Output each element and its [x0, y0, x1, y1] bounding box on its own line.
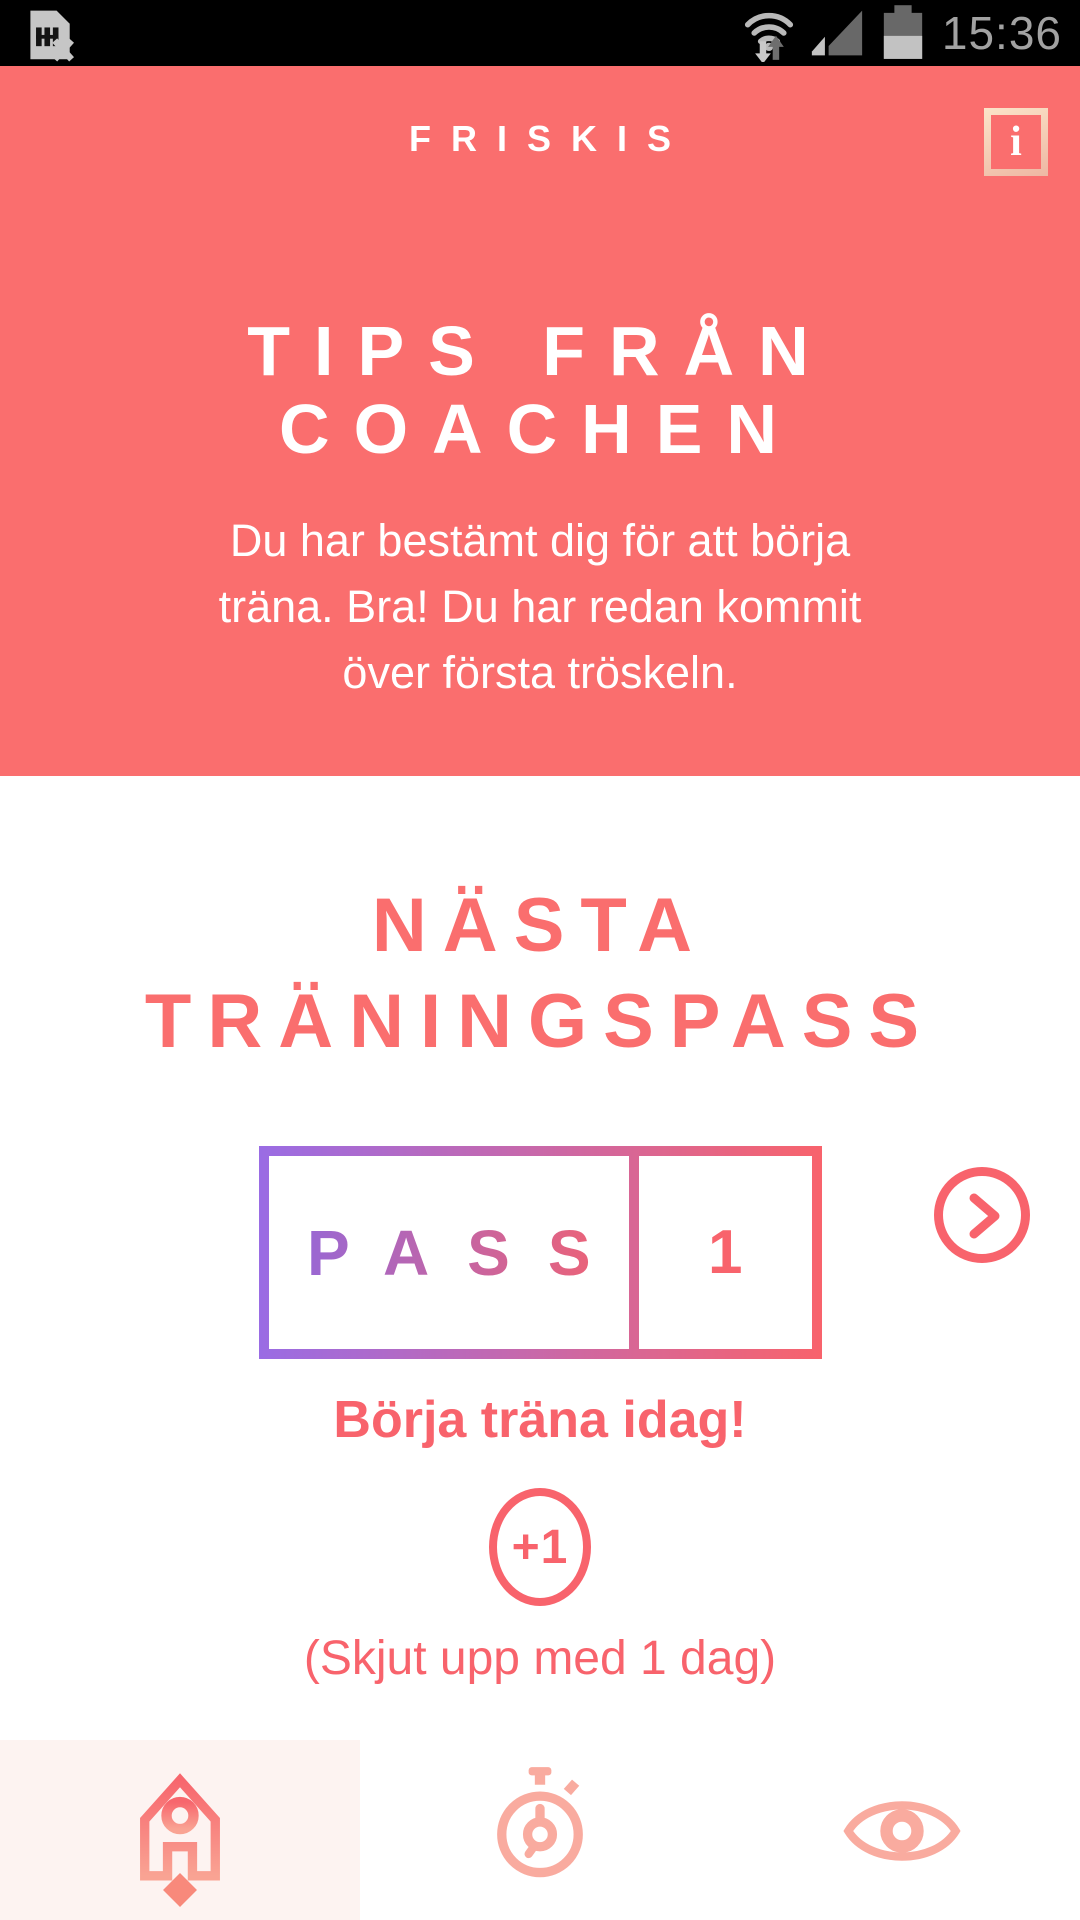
coach-tip-body-line2: träna. Bra! Du har redan kommit — [218, 581, 862, 632]
pass-card[interactable] — [259, 1146, 822, 1359]
postpone-button[interactable] — [489, 1488, 591, 1606]
battery-half-icon — [880, 5, 926, 61]
cell-signal-icon — [810, 8, 864, 58]
next-session-heading-line2: TRÄNINGSPASS — [144, 979, 936, 1064]
next-session-heading — [0, 878, 1080, 1070]
sim-card-missing-icon — [26, 5, 76, 63]
wifi-updown-icon — [744, 4, 794, 62]
pass-number-cell — [639, 1156, 812, 1349]
clock-text: 15:36 — [941, 7, 1062, 59]
info-button-frame — [991, 115, 1041, 169]
nav-tab-timer[interactable] — [360, 1740, 720, 1920]
pass-number: 1 — [708, 1218, 743, 1287]
chevron-right-icon — [943, 1176, 1021, 1254]
coach-tip-body-line1: Du har bestämt dig för att börja — [229, 515, 851, 566]
pass-label: PASS — [269, 1216, 629, 1290]
bottom-nav — [0, 1740, 1080, 1920]
coach-tip-panel — [0, 66, 1080, 776]
status-bar-right — [744, 0, 1062, 66]
coach-tip-body — [0, 508, 1080, 706]
brand-title: FRISKIS — [408, 118, 691, 159]
info-button[interactable] — [984, 108, 1048, 176]
cta-text: Börja träna idag! — [333, 1391, 747, 1449]
home-icon — [128, 1772, 232, 1882]
coach-tip-title-line1: TIPS FRÅN — [247, 312, 833, 390]
next-pass-button[interactable] — [934, 1167, 1030, 1263]
coach-tip-title — [0, 312, 1080, 468]
next-session-heading-line1: NÄSTA — [371, 883, 709, 968]
nav-tab-home[interactable] — [0, 1740, 360, 1920]
stopwatch-icon — [488, 1762, 592, 1886]
eye-icon — [840, 1784, 964, 1878]
pass-label-cell — [269, 1156, 629, 1349]
nav-tab-watch[interactable] — [720, 1740, 1080, 1920]
postpone-hint: (Skjut upp med 1 dag) — [303, 1632, 777, 1685]
coach-tip-body-line3: över första tröskeln. — [342, 647, 738, 698]
coach-tip-title-line2: COACHEN — [279, 390, 801, 468]
status-bar — [0, 0, 1080, 66]
plus-one-label: +1 — [511, 1520, 569, 1574]
info-icon: i — [1010, 119, 1022, 165]
